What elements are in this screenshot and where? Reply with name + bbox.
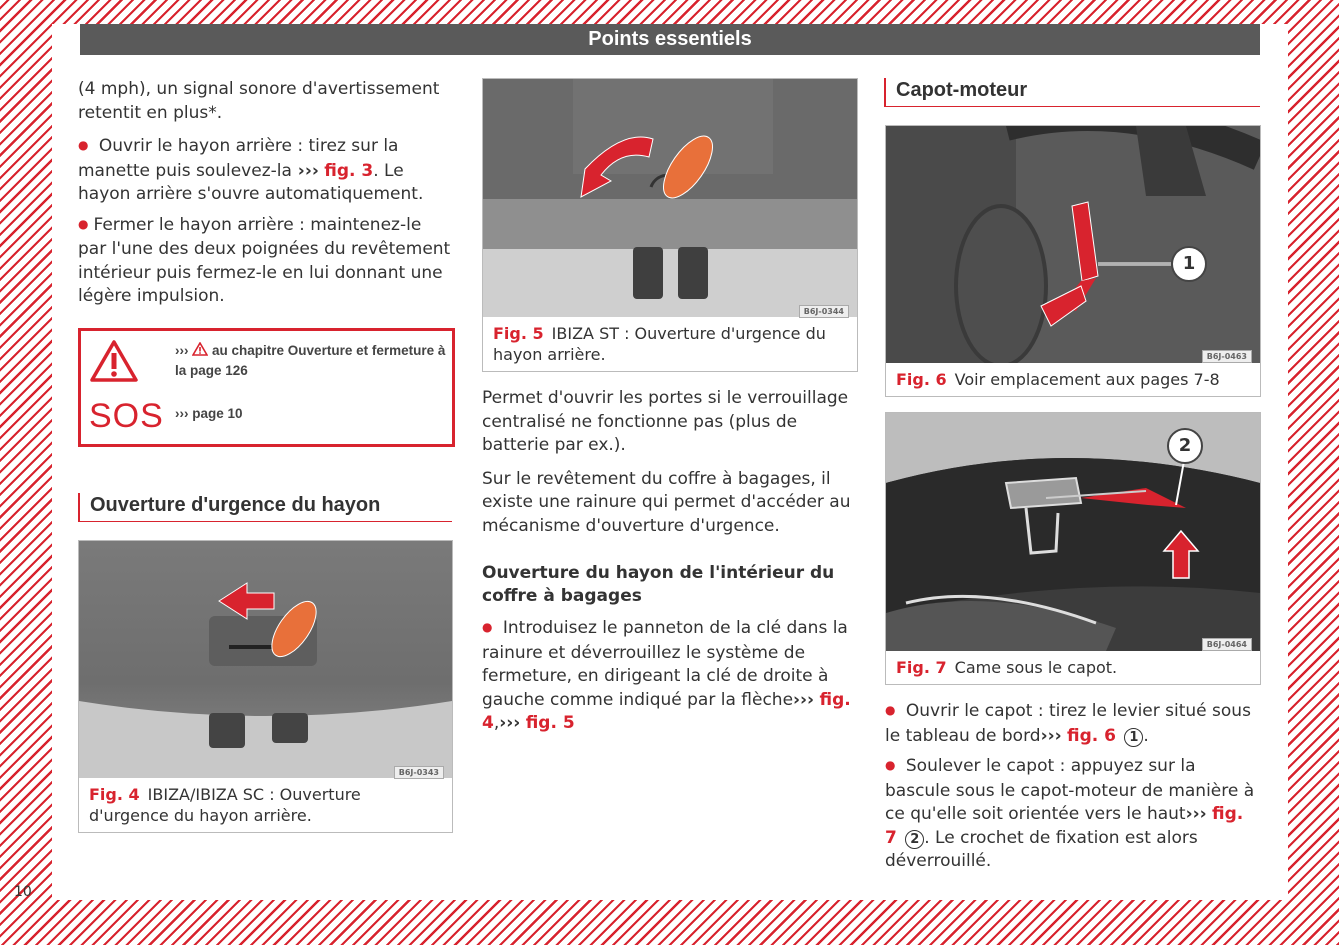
callout-2-number: 2 — [1178, 435, 1192, 456]
figure-7-caption-text: Came sous le capot. — [954, 658, 1118, 677]
col2-paragraph-2: Sur le revêtement du coffre à bagages, il existe une rainure qui permet d'accéder au mécanisme d'ouverture d'urgence. — [482, 468, 851, 536]
col2-paragraph-1: Permet d'ouvrir les portes si le verrouillage centralisé ne fonctionne pas (plus de batterie par ex.). — [482, 388, 849, 455]
figure-5-caption-text: IBIZA ST : Ouverture d'urgence du hayon arrière. — [493, 324, 826, 364]
figure-4-caption-text: IBIZA/IBIZA SC : Ouverture d'urgence du hayon arrière. — [89, 785, 361, 825]
section-title-bonnet: Capot-moteur — [884, 78, 1260, 107]
callout-ref-2: 2 — [905, 830, 924, 849]
col2-bullet-text: Introduisez le panneton de la clé dans la rainure et déverrouillez le système de fermeture, en dirigeant la clé de droite à gauche comme indiqué par la flèche — [482, 618, 848, 710]
figure-5 — [482, 78, 858, 372]
col3-bullet-lift-end: . Le crochet de fixation est alors déverrouillé. — [885, 827, 1198, 871]
figure-5-caption — [483, 317, 857, 371]
small-warning-icon — [192, 342, 208, 356]
column-2-text — [482, 387, 857, 736]
col3-bullet-open-text: Ouvrir le capot : tirez le levier situé sous le tableau de bord — [885, 701, 1251, 746]
col3-bullet-lift-text: Soulever le capot : appuyez sur la bascule sous le capot-moteur de manière à ce qu'elle soit orientée vers le haut — [885, 756, 1255, 824]
ref-separator: , — [493, 713, 500, 733]
ref-fig7-link[interactable]: fig. 7 — [885, 804, 1244, 848]
figure-7-label: Fig. 7 — [896, 658, 947, 677]
ref-arrow: ››› — [499, 713, 521, 733]
sentence-period: . — [1143, 725, 1149, 746]
figure-4-label: Fig. 4 — [89, 785, 140, 804]
figure-4-image — [79, 541, 452, 778]
figure-7-code: B6J-0464 — [1202, 638, 1252, 651]
figure-4 — [78, 540, 453, 833]
page-number: 10 — [14, 884, 32, 900]
page-header: Points essentiels — [80, 24, 1260, 55]
ref-arrow: ››› — [291, 160, 319, 181]
figure-6-label: Fig. 6 — [896, 370, 947, 389]
figure-7-caption — [886, 651, 1260, 684]
figure-4-caption — [79, 778, 452, 832]
col1-bullet-close-tailgate: ● Fermer le hayon arrière : maintenez-le par l'une des deux poignées du revêtement intérieur puis fermez-le en lui donnant une légère impulsion. — [78, 214, 453, 309]
callout-1-badge — [1171, 246, 1207, 282]
warning-chapter-text: au chapitre Ouverture et fermeture à la page 126 — [175, 343, 446, 378]
section-title-emergency-tailgate: Ouverture d'urgence du hayon — [78, 493, 452, 522]
col2-subheading: Ouverture du hayon de l'intérieur du coffre à bagages — [482, 563, 835, 606]
ref-arrow: ››› — [175, 343, 189, 358]
callout-1-number: 1 — [1182, 253, 1196, 274]
callout-ref-1: 1 — [1124, 728, 1143, 747]
warning-triangle-icon — [89, 339, 139, 383]
figure-5-code: B6J-0344 — [799, 305, 849, 318]
figure-6-image — [886, 126, 1260, 363]
figure-7-image — [886, 413, 1260, 651]
col1-bullet-open-end: . Le hayon arrière s'ouvre automatiquement. — [78, 160, 424, 204]
ref-arrow: ››› — [1040, 725, 1062, 746]
callout-2-badge — [1167, 428, 1203, 464]
ref-arrow: ››› — [793, 689, 815, 710]
figure-4-code: B6J-0343 — [394, 766, 444, 779]
figure-6-caption — [886, 363, 1260, 396]
column-3-text — [885, 700, 1260, 874]
ref-fig4-link[interactable]: fig. 4 — [482, 689, 851, 733]
warning-box — [78, 328, 455, 447]
col1-bullet-open-text: Ouvrir le hayon arrière : tirez sur la manette puis soulevez-la — [78, 136, 399, 181]
column-1 — [78, 78, 453, 309]
figure-5-image — [483, 79, 857, 317]
ref-arrow: ››› — [175, 406, 189, 421]
col3-bullet-lift-bonnet — [885, 755, 1260, 874]
figure-5-label: Fig. 5 — [493, 324, 544, 343]
figure-6-caption-text: Voir emplacement aux pages 7-8 — [954, 370, 1220, 389]
ref-arrow: ››› — [1185, 804, 1207, 824]
col2-bullet-key — [482, 617, 857, 736]
warning-line-1[interactable] — [175, 341, 447, 381]
col1-bullet-open-tailgate — [78, 135, 453, 207]
ref-fig3-link[interactable]: fig. 3 — [324, 160, 374, 181]
ref-fig6-link[interactable]: fig. 6 — [1067, 725, 1116, 746]
col1-paragraph-1: (4 mph), un signal sonore d'avertissement retentit en plus*. — [78, 79, 440, 123]
figure-7 — [885, 412, 1261, 685]
ref-fig5-link[interactable]: fig. 5 — [525, 713, 575, 733]
sos-label: SOS — [89, 397, 164, 435]
warning-page-ref: page 10 — [192, 406, 243, 421]
warning-line-2[interactable] — [175, 406, 243, 421]
figure-6 — [885, 125, 1261, 397]
figure-6-code: B6J-0463 — [1202, 350, 1252, 363]
col3-bullet-open-bonnet — [885, 700, 1260, 748]
